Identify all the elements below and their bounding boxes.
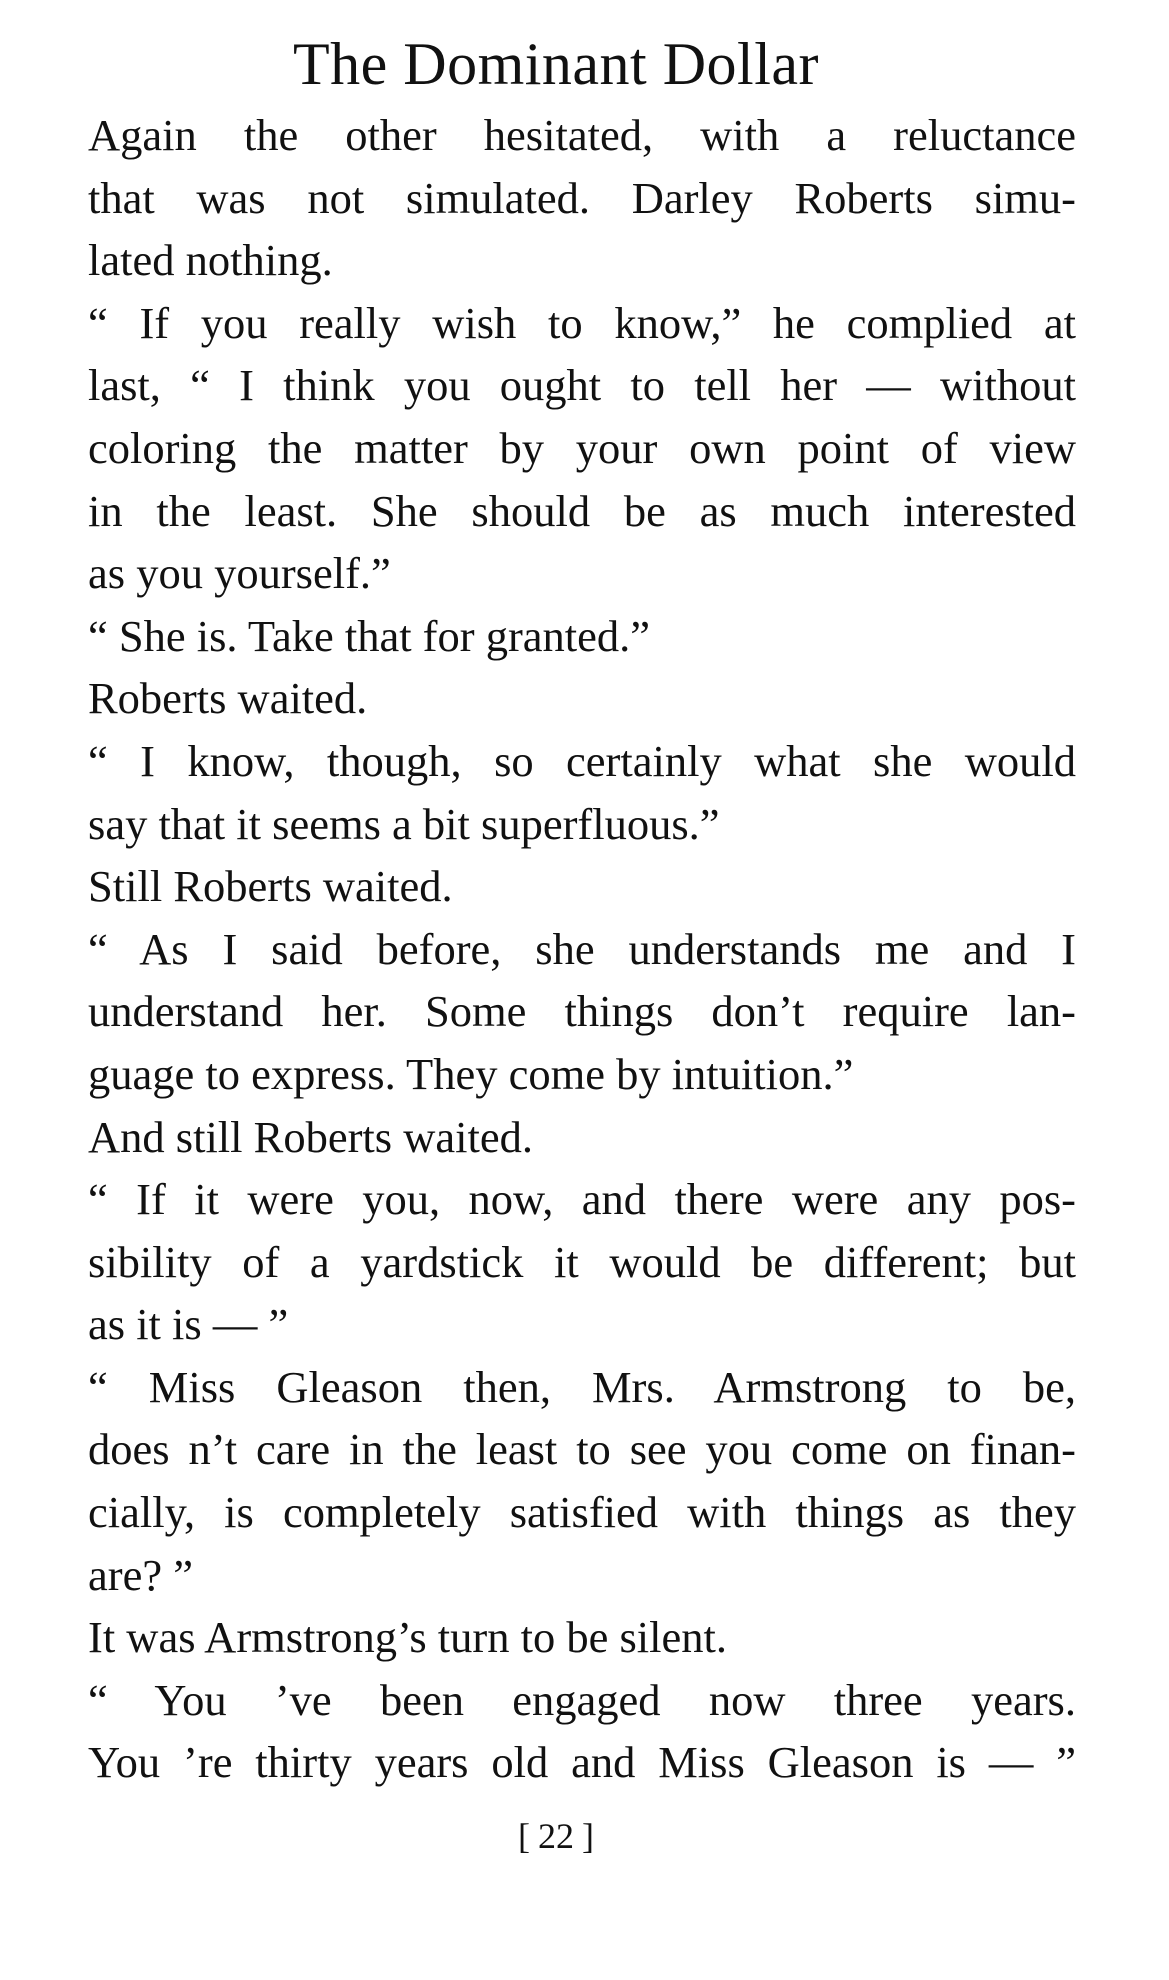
text-line: as it is — ” [88,1299,289,1350]
text-line: are? ” [88,1549,193,1600]
text-line: “ If it were you, now, and there were any pos- [88,1174,1076,1225]
text-line: “ As I said before, she understands me and I [88,923,1076,974]
paragraph [36,104,1076,292]
paragraph [36,292,1076,605]
text-line: understand her. Some things don’t require lan- [88,986,1076,1037]
text-line: Again the other hesitated, with a reluctance [88,110,1076,160]
text-line: “ She is. Take that for granted.” [88,610,651,661]
paragraph [36,1606,1076,1669]
text-line: And still Roberts waited. [88,1111,533,1162]
running-head-title: The Dominant Dollar [292,31,820,97]
text-line: lated nothing. [88,235,333,286]
paragraph [36,1669,1076,1794]
text-line: that was not simulated. Darley Roberts simu- [88,172,1076,223]
text-line: “ You ’ve been engaged now three years. [88,1674,1076,1725]
paragraph [36,605,1076,668]
text-line: guage to express. They come by intuition.” [88,1048,854,1099]
paragraph [36,1168,1076,1356]
text-line: You ’re thirty years old and Miss Gleason is — ” [88,1737,1076,1788]
text-line: last, “ I think you ought to tell her — without [88,360,1076,411]
text-line: “ I know, though, so certainly what she would [88,735,1076,786]
text-line: Roberts waited. [88,673,368,724]
text-line: in the least. She should be as much interested [88,485,1076,536]
text-line: It was Armstrong’s turn to be silent. [88,1612,728,1663]
text-line: say that it seems a bit superfluous.” [88,798,720,849]
text-line: Still Roberts waited. [88,861,453,912]
text-line: cially, is completely satisfied with things as they [88,1487,1076,1538]
page-number: 22 [538,1816,574,1856]
text-line: as you yourself.” [88,548,391,599]
body-text [36,104,1076,1794]
text-line: coloring the matter by your own point of view [88,422,1076,473]
text-line: “ If you really wish to know,” he complied at [88,297,1076,348]
text-line: sibility of a yardstick it would be different; but [88,1236,1076,1287]
bracket-close: ] [582,1816,594,1856]
bracket-open: [ [518,1816,530,1856]
paragraph [36,730,1076,855]
text-line: does n’t care in the least to see you come on finan- [88,1424,1076,1475]
paragraph [36,667,1076,730]
page-number-footer [36,1816,1076,1856]
book-page [36,30,1076,1950]
text-line: “ Miss Gleason then, Mrs. Armstrong to be, [88,1361,1076,1412]
paragraph [36,1356,1076,1606]
paragraph [36,918,1076,1106]
paragraph [36,1106,1076,1169]
paragraph [36,855,1076,918]
